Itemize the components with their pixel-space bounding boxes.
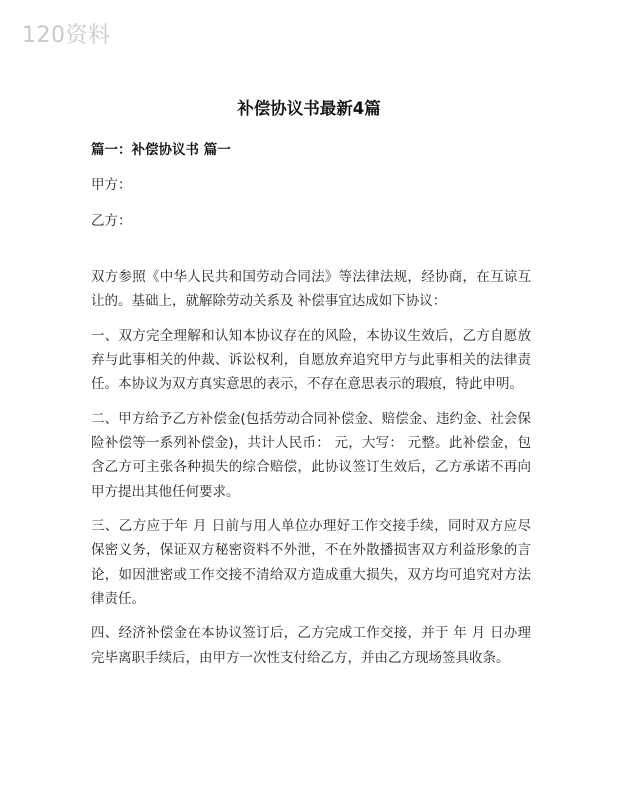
paragraph-clause-3: 三、乙方应于年 月 日前与用人单位办理好工作交接手续，同时双方应尽保密义务，保证双方秘密资料不外泄，不在外散播损害双方利益形象的言论，如因泄密或工作交接不清给双方造成重大损失，双方均可追究对方法律责任。 — [91, 518, 531, 608]
paragraph-clause-4: 四、经济补偿金在本协议签订后，乙方完成工作交接，并于 年 月 日办理完毕离职手续后，由甲方一次性支付给乙方，并由乙方现场签具收条。 — [91, 625, 531, 666]
watermark: 120资料 — [22, 23, 111, 48]
agreement-body — [91, 265, 531, 680]
section-heading: 篇一：补偿协议书 篇一 — [91, 142, 231, 158]
paragraph-clause-2: 二、甲方给予乙方补偿金(包括劳动合同补偿金、赔偿金、违约金、社会保险补偿等一系列补偿金)，共计人民币： 元，大写： 元整。此补偿金，包含乙方可主张各种损失的综合赔偿，此协议签订生效后，乙方承诺不再向甲方提出其他任何要求。 — [91, 410, 531, 500]
party-a-line: 甲方： — [91, 177, 132, 193]
paragraph-clause-1: 一、双方完全理解和认知本协议存在的风险，本协议生效后，乙方自愿放弃与此事相关的仲裁、诉讼权利，自愿放弃追究甲方与此事相关的法律责任。本协议为双方真实意思的表示，不存在意思表示的瑕痕，特此申明。 — [91, 327, 531, 393]
document-title: 补偿协议书最新4篇 — [237, 99, 381, 118]
paragraph-preamble: 双方参照《中华人民共和国劳动合同法》等法律法规，经协商，在互谅互让的。基础上，就解除劳动关系及 补偿事宜达成如下协议： — [91, 269, 531, 310]
party-b-line: 乙方： — [91, 213, 132, 229]
